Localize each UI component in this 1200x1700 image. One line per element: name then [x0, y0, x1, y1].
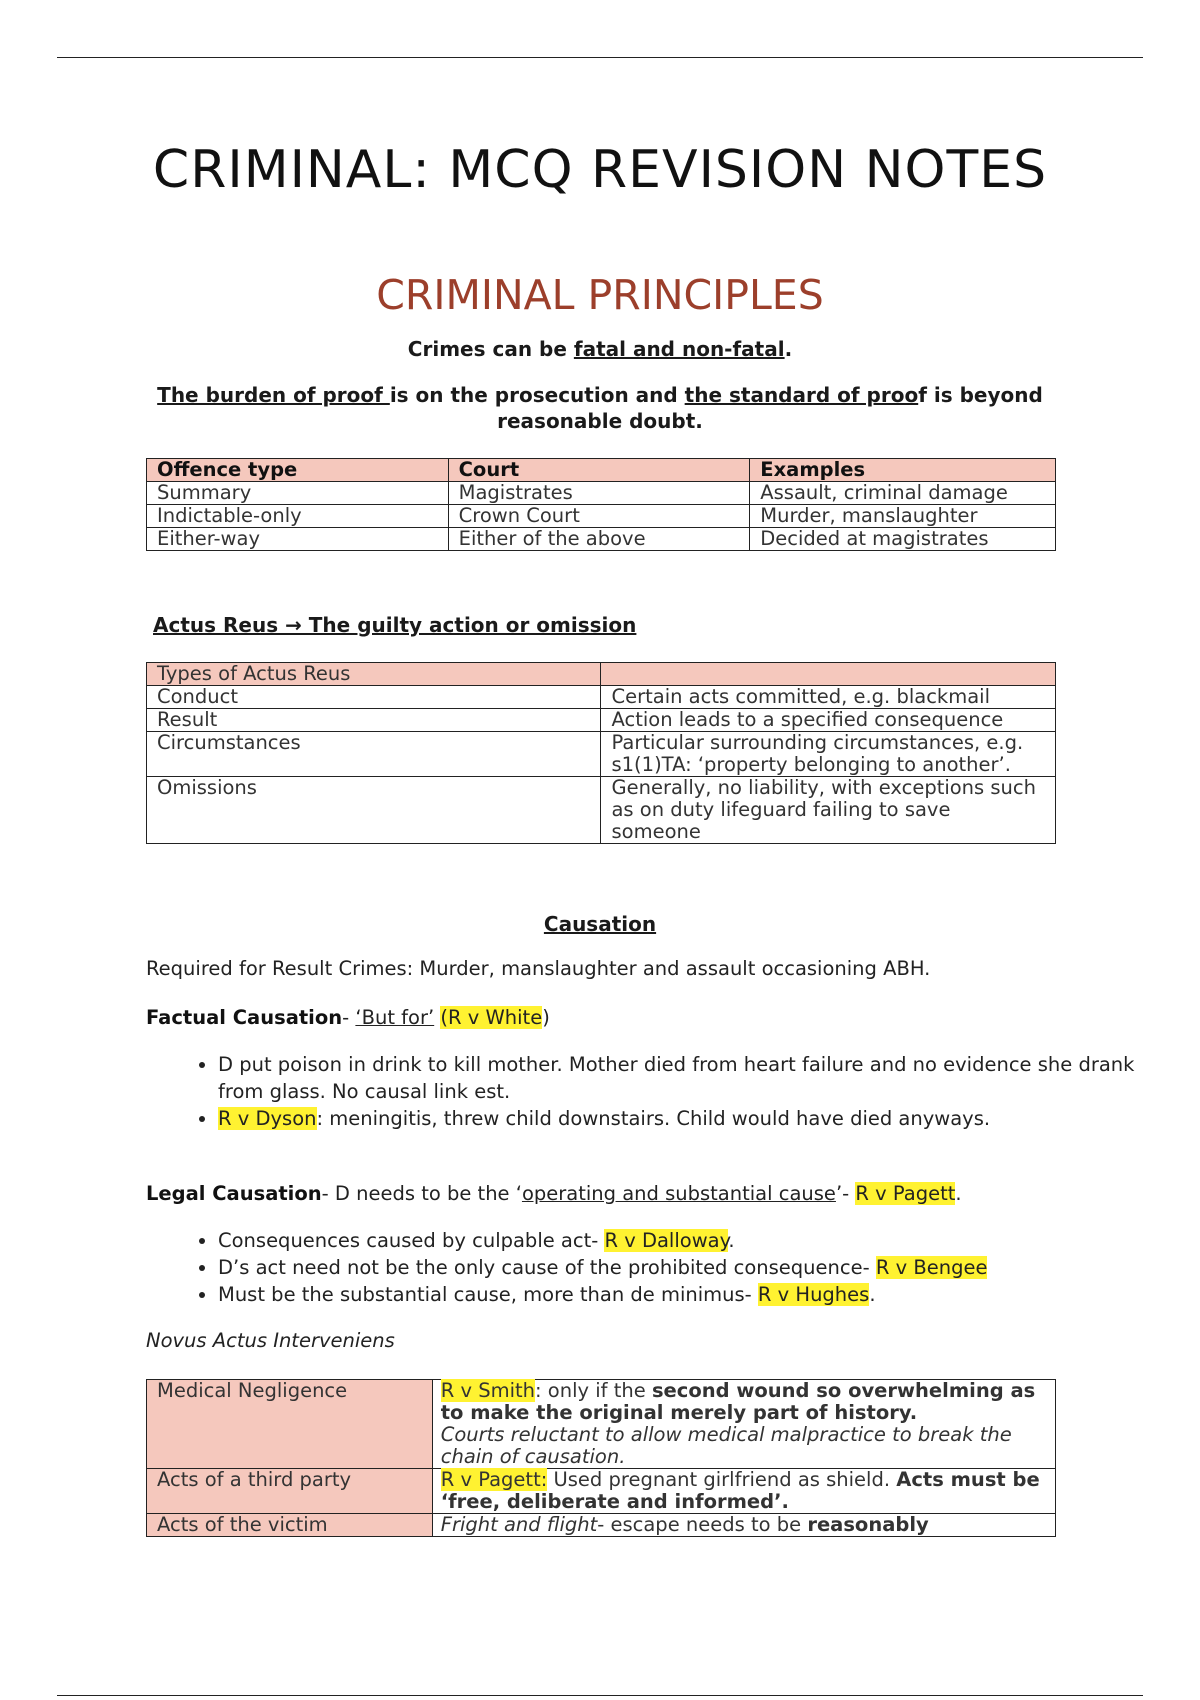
factual-causation-label: Factual Causation: [146, 1006, 343, 1029]
intro-text: is on the prosecution and: [389, 383, 685, 407]
row-label-medical-negligence: Medical Negligence: [147, 1380, 433, 1469]
table-cell: Conduct: [147, 686, 601, 709]
bold-text: reasonably: [807, 1513, 929, 1536]
factual-causation-list: [146, 1051, 1138, 1132]
text: .: [955, 1182, 962, 1205]
table-row: [147, 709, 1056, 732]
text: Used pregnant girlfriend as shield.: [547, 1468, 897, 1491]
case-r-v-dalloway: R v Dalloway: [604, 1229, 729, 1252]
table-cell: Result: [147, 709, 601, 732]
table-cell: Particular surrounding circumstances, e.g. s1(1)TA: ‘property belonging to another’.: [601, 732, 1056, 777]
text: : meningitis, threw child downstairs. Child would have died anyways.: [316, 1107, 991, 1130]
text: .: [869, 1283, 876, 1306]
table-cell: Certain acts committed, e.g. blackmail: [601, 686, 1056, 709]
standard-of-proof: the standard of proo: [684, 383, 919, 407]
table-cell: Omissions: [147, 777, 601, 844]
table-header-row: [147, 663, 1056, 686]
text: ’-: [835, 1182, 856, 1205]
text: - escape needs to be: [597, 1513, 808, 1536]
bottom-rule: [57, 1695, 1143, 1696]
intro-text: .: [784, 337, 793, 361]
table-cell: [432, 1380, 1055, 1469]
document-title: CRIMINAL: MCQ REVISION NOTES: [152, 140, 1048, 200]
novus-actus-table: [146, 1379, 1056, 1537]
causation-required: Required for Result Crimes: Murder, manslaughter and assault occasioning ABH.: [146, 957, 931, 980]
section-title: CRIMINAL PRINCIPLES: [376, 271, 824, 319]
table-cell: Assault, criminal damage: [750, 482, 1056, 505]
operating-substantial-cause: operating and substantial cause: [521, 1182, 836, 1205]
table-cell: [432, 1469, 1055, 1514]
intro-text: Crimes can be: [407, 337, 574, 361]
table-row: [147, 1380, 1056, 1469]
actus-reus-table: [146, 662, 1056, 844]
header-cell: Examples: [750, 459, 1056, 482]
case-r-v-pagett-table: R v Pagett:: [440, 1468, 548, 1491]
actus-reus-heading: Actus Reus → The guilty action or omission: [153, 613, 637, 637]
table-header-row: [147, 459, 1056, 482]
but-for-test: ‘But for’: [355, 1006, 435, 1029]
top-rule: [57, 57, 1143, 58]
intro-underlined: fatal and non-fatal: [573, 337, 785, 361]
header-cell: Offence type: [147, 459, 449, 482]
italic-text: Fright and flight: [440, 1513, 598, 1536]
legal-causation-line: [146, 1181, 1066, 1207]
table-cell: Decided at magistrates: [750, 528, 1056, 551]
header-cell: [601, 663, 1056, 686]
table-row: [147, 686, 1056, 709]
table-cell: Generally, no liability, with exceptions such as on duty lifeguard failing to save someone: [601, 777, 1056, 844]
case-r-v-smith: R v Smith: [440, 1379, 536, 1402]
case-r-v-hughes: R v Hughes: [757, 1283, 870, 1306]
italic-text: Courts reluctant to allow medical malpractice to break the chain of causation.: [440, 1423, 1012, 1468]
case-r-v-pagett: R v Pagett: [855, 1182, 956, 1205]
intro-line-2: [146, 382, 1054, 434]
table-row: [147, 777, 1056, 844]
header-cell: Court: [448, 459, 750, 482]
list-item: [218, 1281, 1138, 1308]
text: - D needs to be the ‘: [321, 1182, 522, 1205]
text: D’s act need not be the only cause of the prohibited consequence-: [218, 1256, 876, 1279]
list-item: [218, 1105, 1138, 1132]
novus-actus-heading: Novus Actus Interveniens: [146, 1329, 395, 1352]
text: : only if the: [535, 1379, 652, 1402]
text: .: [728, 1229, 735, 1252]
table-row: [147, 482, 1056, 505]
row-label-third-party: Acts of a third party: [147, 1469, 433, 1514]
intro-text: is beyond reasonable doubt.: [497, 383, 1043, 433]
intro-line-1: [146, 336, 1054, 362]
list-item: [218, 1227, 1138, 1254]
table-cell: Crown Court: [448, 505, 750, 528]
table-cell: Indictable-only: [147, 505, 449, 528]
bold-text: second wound so overwhelming as to make the original merely part of history.: [440, 1379, 1036, 1424]
legal-causation-label: Legal Causation: [146, 1182, 322, 1205]
table-cell: Murder, manslaughter: [750, 505, 1056, 528]
table-row: [147, 528, 1056, 551]
case-r-v-dyson: R v Dyson: [218, 1107, 317, 1130]
factual-causation-line: [146, 1005, 1066, 1031]
table-row: [147, 732, 1056, 777]
table-cell: Summary: [147, 482, 449, 505]
table-cell: Circumstances: [147, 732, 601, 777]
text: D put poison in drink to kill mother. Mother died from heart failure and no evidence she drank from glass. No causal link est.: [218, 1053, 1135, 1103]
table-row: [147, 1514, 1056, 1537]
bold-text: Acts must be ‘free, deliberate and informed’.: [440, 1468, 1040, 1513]
intro-text: f: [918, 383, 927, 407]
table-cell: [432, 1514, 1055, 1537]
table-cell: Either-way: [147, 528, 449, 551]
header-cell: Types of Actus Reus: [147, 663, 601, 686]
table-row: [147, 505, 1056, 528]
text: ): [542, 1006, 550, 1029]
row-label-victim: Acts of the victim: [147, 1514, 433, 1537]
legal-causation-list: [146, 1227, 1138, 1308]
burden-of-proof: The burden of proof: [157, 383, 390, 407]
table-cell: Action leads to a specified consequence: [601, 709, 1056, 732]
table-cell: Either of the above: [448, 528, 750, 551]
text: Consequences caused by culpable act-: [218, 1229, 605, 1252]
table-row: [147, 1469, 1056, 1514]
list-item: [218, 1254, 1138, 1281]
text: Must be the substantial cause, more than de minimus-: [218, 1283, 758, 1306]
case-r-v-bengee: R v Bengee: [875, 1256, 988, 1279]
list-item: [218, 1051, 1138, 1105]
table-cell: Magistrates: [448, 482, 750, 505]
text: -: [342, 1006, 356, 1029]
causation-heading: Causation: [543, 912, 657, 936]
case-r-v-white: (R v White: [440, 1006, 543, 1029]
offence-type-table: [146, 458, 1056, 551]
